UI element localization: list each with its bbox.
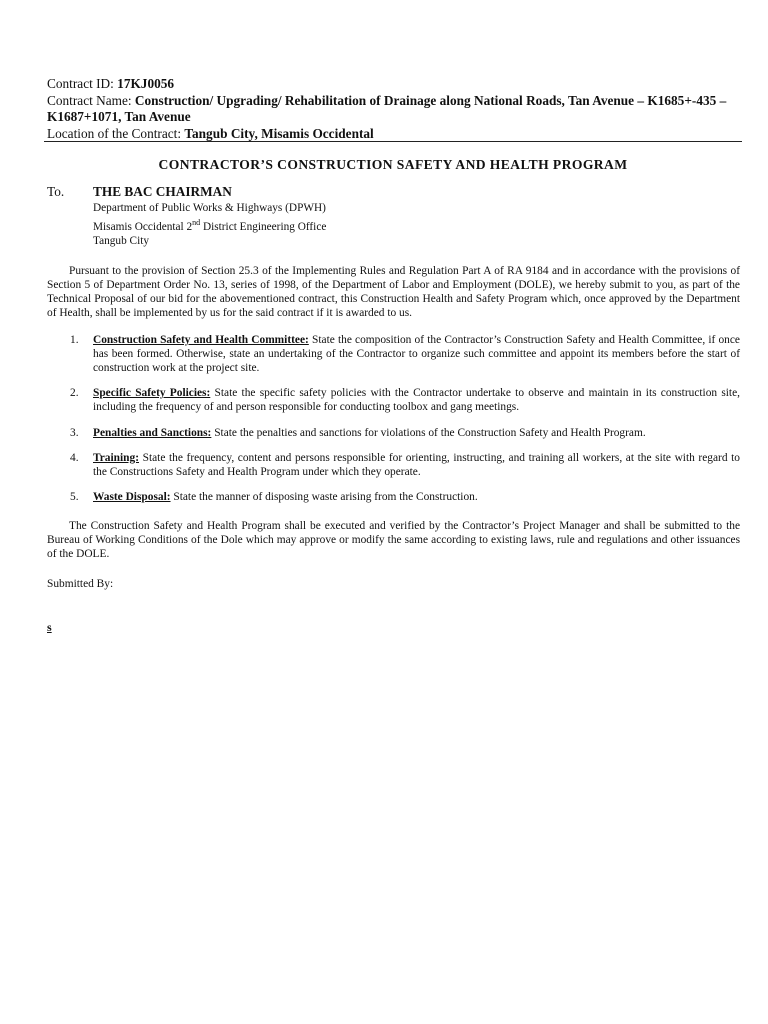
list-item: [47, 491, 740, 505]
intro-paragraph: Pursuant to the provision of Section 25.3 of the Implementing Rules and Regulation Part A of RA 9184 and in accordance with the provisions of Section 5 of Department Order No. 13, series of 1998, of the Department of Labor and Employment (DOLE), we hereby submit to you, as part of the Technical Proposal of our bid for the abovementioned contract, this Construction Health and Safety Program which, once approved by the Department of Health, shall be implemented by us for the said contract if it is awarded to us.: [47, 265, 740, 319]
contract-header: [47, 76, 741, 142]
list-item-number: 1.: [70, 334, 79, 346]
contract-name-line: [47, 93, 741, 126]
list-item-text: State the penalties and sanctions for violations of the Construction Safety and Health Program.: [211, 426, 646, 439]
list-item-number: 2.: [70, 387, 79, 400]
address-line-1: Department of Public Works & Highways (DPWH): [93, 202, 326, 214]
location-value: Tangub City, Misamis Occidental: [184, 125, 374, 141]
list-item-number: 4.: [70, 451, 79, 464]
addressee-name: THE BAC CHAIRMAN: [93, 184, 232, 199]
document-title: CONTRACTOR’S CONSTRUCTION SAFETY AND HEALTH PROGRAM: [158, 157, 628, 172]
location-label: Location of the Contract:: [47, 125, 185, 141]
requirements-list: [47, 334, 740, 517]
list-item-text: State the specific safety policies with the Contractor undertake to observe and maintain in its construction site, including the frequency of and person responsible for conducting toolbox and gang meetings.: [93, 387, 740, 414]
list-item-heading: Training:: [93, 451, 139, 464]
address-line-2: Misamis Occidental 2nd District Engineering Office: [93, 217, 327, 233]
list-item-heading: Construction Safety and Health Committee:: [93, 334, 309, 346]
contract-id-line: [47, 76, 741, 93]
closing-paragraph: The Construction Safety and Health Program shall be executed and verified by the Contractor’s Project Manager and shall be submitted to the Bureau of Working Conditions of the Dole which may approve or modify the same according to existing laws, rule and regulations and other issuances of the DOLE.: [47, 520, 740, 560]
ordinal-suffix: nd: [192, 217, 201, 227]
list-item: [47, 387, 740, 415]
signature-mark: s: [47, 620, 52, 634]
contract-name-value: Construction/ Upgrading/ Rehabilitation of Drainage along National Roads, Tan Avenue – K1685+-435 – K1687+1071, Tan Avenue: [47, 92, 727, 124]
list-item: [47, 427, 740, 441]
to-label: To.: [47, 184, 65, 199]
list-item-heading: Specific Safety Policies:: [93, 387, 211, 400]
list-item: [47, 452, 740, 480]
address-line-3: Tangub City: [93, 234, 150, 247]
submitted-by-label: Submitted By:: [47, 578, 114, 590]
contract-name-label: Contract Name:: [47, 92, 135, 108]
list-item-heading: Penalties and Sanctions:: [93, 426, 212, 439]
location-line: [47, 126, 741, 143]
header-divider: [44, 141, 742, 142]
list-item-number: 5.: [70, 491, 79, 504]
list-item-text: State the manner of disposing waste arising from the Construction.: [170, 491, 478, 504]
list-item: [47, 334, 740, 376]
list-item-heading: Waste Disposal:: [93, 491, 171, 504]
list-item-number: 3.: [70, 426, 79, 439]
contract-id-value: 17KJ0056: [117, 76, 175, 91]
contract-id-label: Contract ID:: [47, 76, 118, 91]
list-item-text: State the composition of the Contractor’s Construction Safety and Health Committee, if once has been formed. Otherwise, state an undertaking of the Contractor to organize such committee and appoint its members before the start of construction work at the project site.: [93, 334, 740, 374]
list-item-text: State the frequency, content and persons responsible for orienting, instructing, and training all workers, at the site with regard to the Constructions Safety and Health Program under which they operate.: [93, 451, 740, 478]
addressee-address: [93, 201, 326, 248]
